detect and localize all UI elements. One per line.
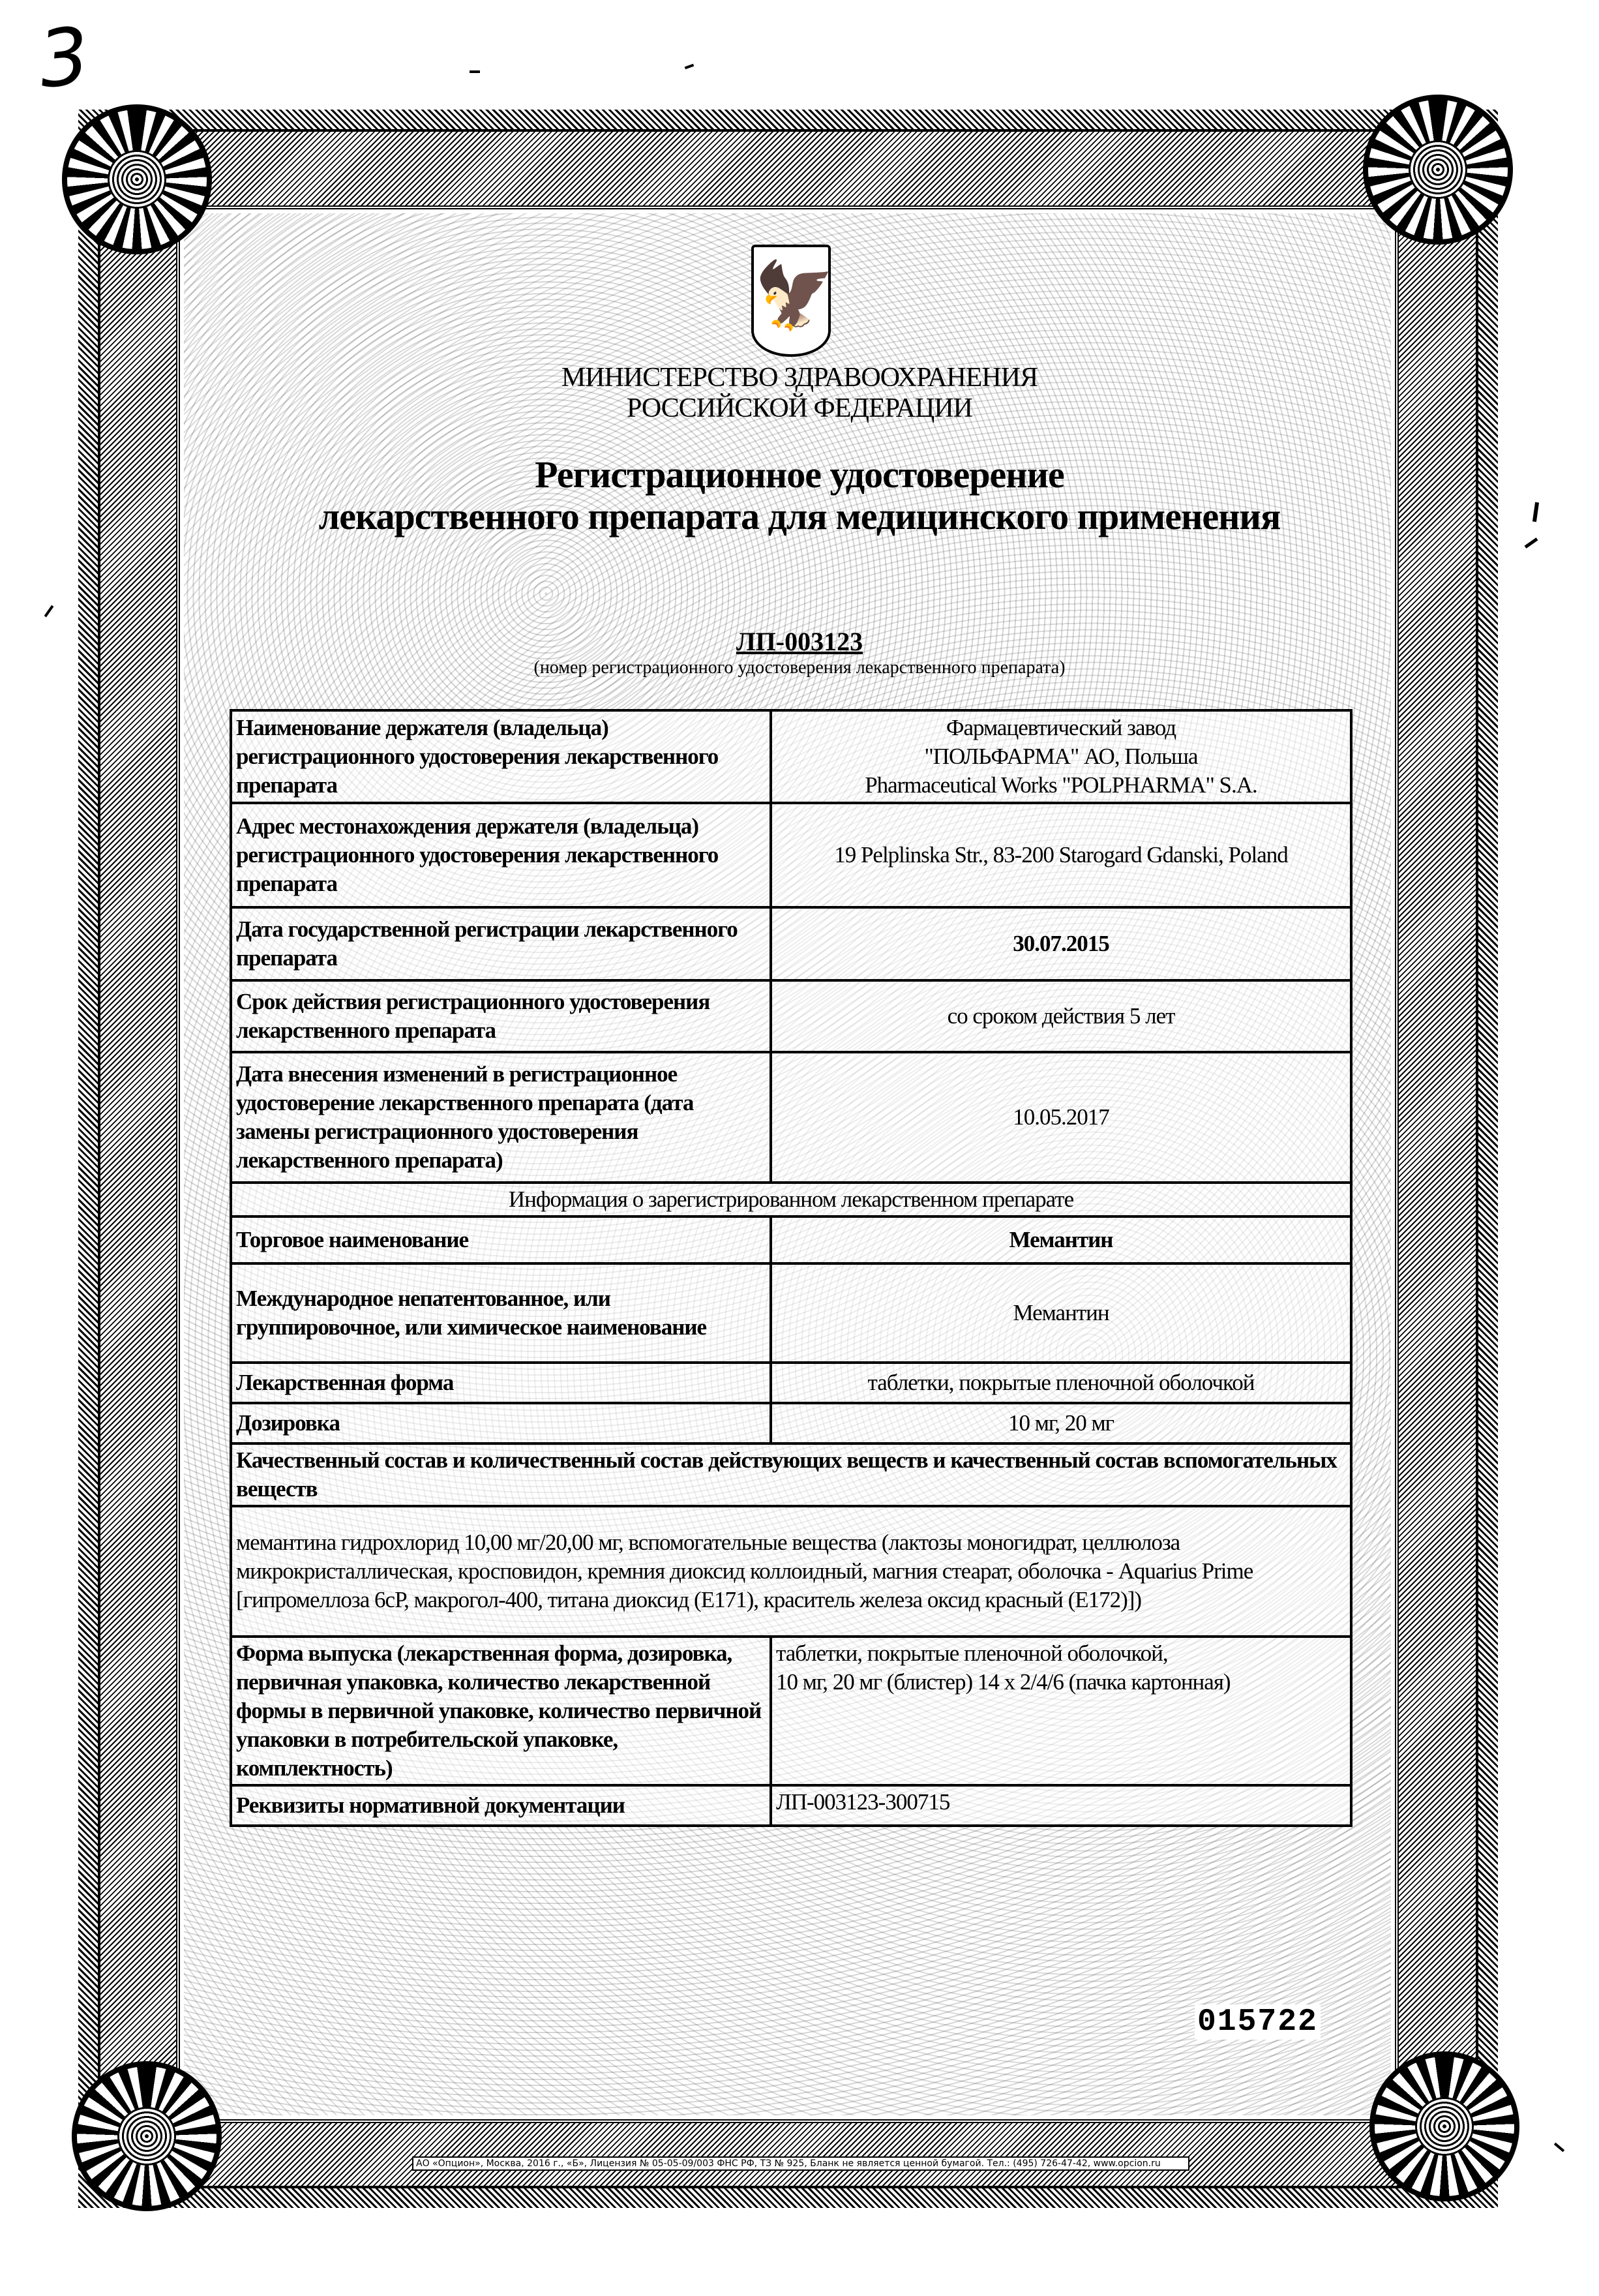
certificate-table <box>230 709 1352 1827</box>
holder-name-value-line3: Pharmaceutical Works "POLPHARMA" S.A. <box>865 772 1257 798</box>
release-form-value-line2: 10 мг, 20 мг (блистер) 14 х 2/4/6 (пачка картонная) <box>776 1669 1231 1695</box>
holder-name-value <box>771 710 1351 803</box>
composition-label: Качественный состав и количественный состав действующих веществ и качественный состав вспомогательных веществ <box>231 1443 1351 1506</box>
table-row-dosage-form <box>231 1363 1351 1403</box>
registration-number: ЛП-003123 <box>736 627 863 656</box>
holder-name-label: Наименование держателя (владельца) регистрационного удостоверения лекарственного препарата <box>231 710 771 803</box>
table-row-trade-name <box>231 1216 1351 1263</box>
stray-pen-mark <box>1525 537 1538 549</box>
printer-imprint: АО «Опцион», Москва, 2016 г., «Б», Лицензия № 05-05-09/003 ФНС РФ, ТЗ № 925, Бланк не является ценной бумагой. Тел.: (495) 726-47-42, www.opcion.ru <box>412 2156 1189 2171</box>
stray-pen-mark <box>44 605 54 618</box>
handwritten-page-number: 3 <box>34 10 94 106</box>
release-form-value-line1: таблетки, покрытые пленочной оболочкой, <box>776 1640 1168 1666</box>
registration-number-caption: (номер регистрационного удостоверения лекарственного препарата) <box>533 657 1066 678</box>
amendment-date-label: Дата внесения изменений в регистрационное удостоверение лекарственного препарата (дата замены регистрационного удостоверения лекарственного препарата) <box>231 1052 771 1183</box>
stray-pen-mark <box>685 64 695 70</box>
normative-docs-value: ЛП-003123-300715 <box>771 1785 1351 1826</box>
table-row-registration-date <box>231 907 1351 980</box>
corner-rosette-icon <box>1363 95 1513 245</box>
inn-value: Мемантин <box>771 1263 1351 1363</box>
release-form-value <box>771 1637 1351 1785</box>
holder-address-label: Адрес местонахождения держателя (владельца) регистрационного удостоверения лекарственного препарата <box>231 803 771 907</box>
dosage-value: 10 мг, 20 мг <box>771 1403 1351 1443</box>
trade-name-value: Мемантин <box>771 1216 1351 1263</box>
table-row-dosage <box>231 1403 1351 1443</box>
table-row-holder-name <box>231 710 1351 803</box>
normative-docs-label: Реквизиты нормативной документации <box>231 1785 771 1826</box>
composition-value: мемантина гидрохлорид 10,00 мг/20,00 мг, вспомогательные вещества (лактозы моногидрат, целлюлоза микрокристаллическая, кросповидон, кремния диоксид коллоидный, магния стеарат, оболочка - Aquarius Prime [гипромеллоза 6сР, макрогол-400, титана диоксид (Е171), краситель железа оксид красный (Е172)]) <box>231 1506 1351 1637</box>
coat-of-arms-icon: 🦅 <box>751 245 831 357</box>
table-row-normative-docs <box>231 1785 1351 1826</box>
corner-rosette-icon <box>62 104 212 254</box>
holder-name-value-line2: "ПОЛЬФАРМА" АО, Польша <box>924 744 1198 769</box>
document-title-line1: Регистрационное удостоверение <box>535 453 1064 496</box>
table-row-amendment-date <box>231 1052 1351 1183</box>
dosage-form-label: Лекарственная форма <box>231 1363 771 1403</box>
ministry-name-line1: МИНИСТЕРСТВО ЗДРАВООХРАНЕНИЯ <box>561 363 1038 393</box>
trade-name-label: Торговое наименование <box>231 1216 771 1263</box>
holder-name-value-line1: Фармацевтический завод <box>946 715 1176 740</box>
section-heading: Информация о зарегистрированном лекарственном препарате <box>231 1183 1351 1216</box>
validity-value: со сроком действия 5 лет <box>771 980 1351 1052</box>
stray-pen-mark <box>470 70 480 73</box>
blank-serial-number: 015722 <box>1195 2004 1321 2040</box>
ministry-name-line2: РОССИЙСКОЙ ФЕДЕРАЦИИ <box>627 393 972 423</box>
holder-address-value: 19 Pelplinska Str., 83-200 Starogard Gdanski, Poland <box>771 803 1351 907</box>
amendment-date-value: 10.05.2017 <box>771 1052 1351 1183</box>
corner-rosette-icon <box>72 2061 222 2211</box>
release-form-label: Форма выпуска (лекарственная форма, дозировка, первичная упаковка, количество лекарственной формы в первичной упаковке, количество первичной упаковки в потребительской упаковке, комплектность) <box>231 1637 771 1785</box>
table-row-composition-label <box>231 1443 1351 1506</box>
registration-date-value: 30.07.2015 <box>771 907 1351 980</box>
inn-label: Международное непатентованное, или группировочное, или химическое наименование <box>231 1263 771 1363</box>
validity-label: Срок действия регистрационного удостоверения лекарственного препарата <box>231 980 771 1052</box>
table-row-holder-address <box>231 803 1351 907</box>
registration-date-label: Дата государственной регистрации лекарственного препарата <box>231 907 771 980</box>
table-row-validity <box>231 980 1351 1052</box>
corner-rosette-icon <box>1369 2051 1519 2201</box>
table-row-inn <box>231 1263 1351 1363</box>
dosage-form-value: таблетки, покрытые пленочной оболочкой <box>771 1363 1351 1403</box>
document-title-line2: лекарственного препарата для медицинского применения <box>318 495 1281 537</box>
dosage-label: Дозировка <box>231 1403 771 1443</box>
table-row-composition-value <box>231 1506 1351 1637</box>
table-row-section-heading <box>231 1183 1351 1216</box>
table-row-release-form <box>231 1637 1351 1785</box>
stray-pen-mark <box>1554 2143 1564 2152</box>
